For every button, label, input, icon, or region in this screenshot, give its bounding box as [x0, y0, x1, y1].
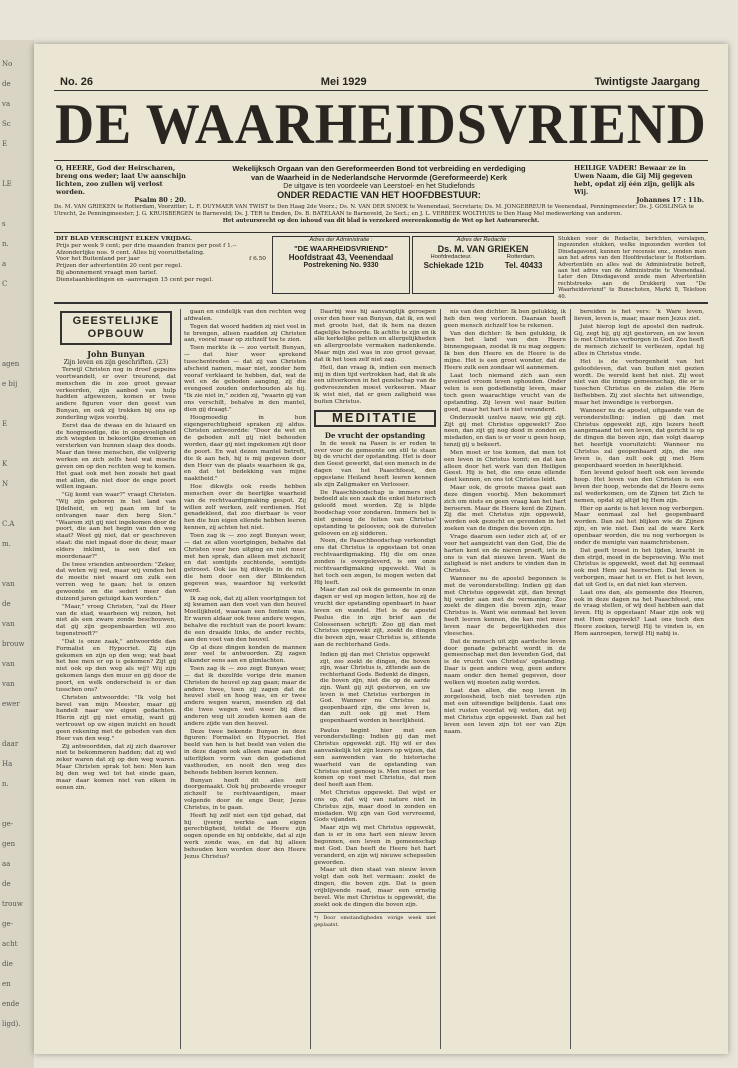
strip-fragment: daar — [2, 740, 19, 748]
subtitle-block — [194, 164, 564, 182]
strip-fragment: m. — [2, 540, 11, 548]
paragraph: Wanneer nu de apostel, uitgaande van de veronderstelling: indien gij dan met Christus opgewekt zijt, zijn lezers heeft aangemaand tot een leven, dat gericht is op de dingen die boven zijn, dan volgt daarop het heerlijk vooruitzicht: Wanneer nu Christus zal geopenbaard zijn, die ons leven is, dan zult ook gij met Hem geopenbaard worden in heerlijkheid. — [574, 407, 704, 469]
paragraph: Maar dan zal ook de gemeente in onze dagen er wel op mogen letten, hoe zij de vrucht der opstanding openbaart in haar leven en wandel. Het is de apostel Paulus die in zijn brief aan de Colossensen schrijft: Zoo gij dan met Christus opgewekt zijt, zoekt de dingen die boven zijn, waar Christus is, zittende aan de rechterhand Gods. — [314, 587, 436, 649]
strip-fragment: ge- — [2, 920, 13, 928]
administration-giro: Postrekening No. 9330 — [303, 261, 379, 269]
column-2-body — [184, 309, 306, 861]
foreign-price: f 6.50 — [249, 256, 266, 263]
strip-fragment: agen — [2, 360, 20, 368]
paragraph: Daarbij was hij aanvanglijk geroepen over den heer van Bunyan, dat ik, en wel met groote lust, dat ik hem na dezen dagelijks behoorde. Ik achtte te zijn en ik alle kerkelijke petten en allergelijkheden en allergrootste vermaken nadenkende. Maar mijn ziel was in zoo groot gevaar, dat ik het toen zelf niet zag. — [314, 309, 436, 363]
sub-line: Prijzen der advertentiën 20 cent per regel. — [56, 263, 183, 270]
issue-line — [60, 76, 700, 88]
board-list: Ds. M. VAN GRIEKEN te Rotterdam, Voorzitter; L. F. DUYMAER VAN TWIST te Den Haag 2de Voorz.; Ds. N. VAN DER SNOEK te Veenendaal, Secretaris; Ds. M. JONGEBREUR te Veenendaal, Penningmeester; Ds. J. GOSLINGA te Utrecht, 2e Penningmeester; J. G. KRUISBERGEN te Barneveld; Ds. J. TER te Emden, Ds. B. BATELAAN te Barneveld, 2e Sect.; en J. L. VERBEEK WOLTHUIS te Den Haag Mel medewerking van anderen. — [54, 204, 694, 217]
foreign-price-line — [56, 256, 266, 263]
paragraph: Dat geeft troost in het lijden, kracht in den strijd, moed in de beproeving. Wie met Christus is opgewekt, weet dat hij eenmaal ook met Hem zal heerschen. Dat leven is verborgen, maar het is er. Het is het leven, dat uit God is, en dat niet kan sterven. — [574, 547, 704, 588]
strip-fragment: s — [2, 220, 6, 228]
paragraph: De Paaschboodschap is immers niet bedoeld als een zaak die enkel historisch geloofd moet worden. Zij is blijde boodschap voor zondaren. Immers het is niet genoeg de feiten van Christus' opstanding te gelooven; ook de duivelen gelooven en zij sidderen. — [314, 489, 436, 537]
paragraph: Ik zag ook, dat zij allen voortgingen tot zij kwamen aan den voet van den heuvel Moeilijkheid, waaraan een fontein was. Er waren aldaar ook twee andere wegen, behalve die rechtuit van de poort kwam: de een draaide links, de ander rechts, aan den voet van den heuvel. — [184, 595, 306, 643]
paragraph: "Dat is onze zaak," antwoordde dan Formalist en Hypocriet. Zij zijn gekomen en zijn op den weg; wat baat het hoe men er op is gekomen? Zijt gij niet ook op den weg als wij? Wij zijn gekomen langs den muur en gij door de poort, en welk onderscheid is er dan tusschen ons? — [56, 638, 176, 693]
column-divider — [440, 309, 441, 1049]
paragraph: Met Christus opgewekt. Dat wijst er ons op, dat wij van nature niet in Christus zijn, maar dood in zonden en misdaden. Wij zijn van God vervreemd, Gods vijanden. — [314, 790, 436, 824]
paragraph: Vrage daarom een ieder zich af, of er voor het aangezicht van den God, Die de harten kent en de nieren proeft, iets in ons is van dat nieuwe leven. Want de zaligheid is niet anders te vinden dan in Christus. — [444, 534, 566, 575]
article-subtitle — [56, 359, 176, 367]
section-heading: GEESTELIJKE OPBOUW — [60, 311, 172, 345]
paragraph: Laat dan allen, die nog leven in zorgeloosheid, toch niet tevreden zijn met een uitwendige belijdenis. Laat ons niet rusten voordat wij weten, dat wij met Christus zijn opgewekt. Dan zal het leven een leven zijn tot eer van Zijn naam. — [444, 687, 566, 735]
article-number: (23) — [155, 359, 169, 366]
paragraph: Juist hierop legt de apostel den nadruk. Gij, zegt hij, gij zijt gestorven, en uw leven is met Christus verborgen in God. Zoo heeft de mensch zichzelf te verliezen, opdat hij alles in Christus vinde. — [574, 323, 704, 358]
quote-right-ref: Johannes 17 : 11b. — [636, 196, 704, 204]
administration-address: Hoofdstraat 43, Veenendaal — [288, 252, 394, 262]
strip-fragment: No — [2, 60, 13, 68]
rule — [54, 160, 708, 161]
paragraph: Hoogmoedig in hun eigengerechtigheid spraken zij aldus. Christen antwoordde: "Door de wet en de geboden zult gij niet behouden worden, daar gij niet ingekomen zijt door de poort. En wat dezen mantel betreft, die ik aan heb, hij is mij gegeven door den Heer van de plaats waarheen ik ga, en dat tot bedekking van mijne naaktheid." — [184, 414, 306, 483]
editor-address: Schiekade 121b — [423, 260, 484, 270]
strip-fragment: trouw — [2, 900, 23, 908]
editor-city: Rotterdam. — [506, 253, 536, 260]
meditatie-heading: MEDITATIE — [314, 410, 436, 427]
sub-line: Voor het Buitenland per jaar — [56, 256, 140, 263]
copyright-note: Het auteursrecht op den inhoud van dit blad is verzekerd overeenkomstig de Wet op het Auteursrecht. — [222, 218, 540, 224]
submission-notice: Stukken voor de Redactie, berichten, verslagen, ingezonden stukken, welke ingezonden worden tot Dinsdagavond, kunnen ter recensie enz., zenden men aan het adres van den Hoofdredacteur te Rotterdam. Advertentiën en alles wat de Administratie betreft, aan het adres van de Administratie te Veenendaal. Later den Dinsdagavond zonde men Advertentiën rechtstreeks aan de Drukkerij van "De Waarheidsvriend" te Bunschoten, Markt 8, Telefoon 40. — [558, 236, 706, 300]
strip-fragment: Ha — [2, 760, 13, 768]
sub-line: Prijs per week 9 cent; per drie maanden franco per post f 1.-- — [56, 242, 237, 249]
strip-fragment: brouw — [2, 640, 25, 648]
sub-line: Afzonderlijke nos. 9 cent. Alles bij vooruitbetaling. — [56, 249, 205, 256]
column-divider — [310, 309, 311, 1049]
subtitle-line-4: ONDER REDACTIE VAN HET HOOFDBESTUUR: — [277, 190, 481, 200]
strip-fragment: van — [2, 680, 15, 688]
subtitle-line-3: De uitgave is ten voordeele van Leerstoel- en het Studiefonds — [283, 183, 475, 190]
paragraph: Onderzoekt uzelve nauw, wie gij zijt. Zijt gij met Christus opgewekt? Zoo neen, dan zijt gij nog dood in zonden en misdaden, en dan is er voor u geen hoop, tenzij gij u bekeert. — [444, 414, 566, 449]
strip-fragment: de — [2, 80, 11, 88]
strip-fragment: E — [2, 420, 8, 428]
paragraph: De twee vrienden antwoorden: "Zeker, dat weten wij wel, maar wij vonden het de moeite niet waard om zulk een verren weg te gaan; het is onzen gewoonte en die sedert meer dan duizend jaren getuigd kan worden." — [56, 561, 176, 602]
strip-fragment: en — [2, 980, 11, 988]
editor-contact — [413, 261, 553, 270]
adjacent-page-strip — [0, 40, 34, 1068]
strip-fragment: C — [2, 280, 8, 288]
meditatie-body — [314, 441, 436, 649]
paragraph: Dat de mensch uit zijn aardsche leven door genade gebracht wordt in de gemeenschap met den levenden God, dat is de vrucht van Christus' opstanding. Daar is geen andere weg, geen andere naam onder den hemel gegeven, door welken wij moeten zalig worden. — [444, 638, 566, 686]
strip-fragment: n. — [2, 780, 9, 788]
quote-left-text: O, HEERE, God der Heirscharen, breng ons weder; laat Uw aanschijn lichten, zoo zullen wij verlost worden. — [56, 164, 186, 196]
issue-date: Mei 1929 — [320, 76, 367, 88]
paragraph: Maar ook, de groote massa gaat aan deze dingen voorbij. Men bekommert zich om niets en geen vraag kan het hart beroeren. Maar de Heere kent de Zijnen. Zij die met Christus zijn opgewekt, worden ook gezocht en gevonden in het zoeken van de dingen die boven zijn. — [444, 485, 566, 533]
strip-fragment: gen — [2, 840, 16, 848]
paragraph: Toen zag ik — zoo zegt Bunyan weer, — dat ik dezelfde vorige drie manen Christen de heuvel op zag gaan; maar de andere twee, toen zij zagen dat de heuvel steil en hoog was, en er twee andere wegen waren, meenden zij dat die twee wegen wel weer bij dien anderen weg uit zouden komen aan de andere zijde van den heuvel. — [184, 666, 306, 727]
paragraph: Hier op aarde is het leven nog verborgen. Maar eenmaal zal het geopenbaard worden. Dan zal het blijken wie de Zijnen zijn, en wie niet. Dan zal de ware Kerk openbaar worden, die nu nog verborgen is onder de menigte van naamchristenen. — [574, 505, 704, 546]
paragraph: Heeft hij zelf niet een tijd gehad, dat hij ijverig werkte aan eigen gerechtigheid, totdat de Heere zijn oogen opende en hij ontdekte, dat al zijn werk zonde was, en dat hij alleen behouden kon worden door den Heere Jezus Christus? — [184, 812, 306, 860]
column-3 — [314, 309, 436, 1049]
administration-name: "DE WAARHEIDSVRIEND" — [294, 243, 388, 253]
paragraph: Deze twee bekende Bunyan in deze figuren: Formalist en Hypocriet. Het beeld van hen is het beeld van velen die in deze dagen ook alleen maar aan den uiterlijken vorm van den godsdienst vasthouden, en nooit den weg des behouds hebben leeren kennen. — [184, 728, 306, 776]
subtitle-line-1: Wekelijksch Orgaan van den Gereformeerden Bond tot verbreiding en verdediging — [232, 164, 526, 173]
paragraph: bereiden is het vers: 'k Ware leven, lieven, leven is, maar, maar men Jezus ziet. — [574, 309, 704, 322]
strip-fragment: de — [2, 880, 11, 888]
sub-line: Dienstaanbiedingen en -aanvragen 15 cent per regel. — [56, 276, 214, 283]
strip-fragment: die — [2, 960, 13, 968]
paragraph: Maar uit dien staat van nieuw leven volgt dan ook het vermaan: zoekt de dingen, die boven zijn. Dat is geen vrijblijvende raad, maar een ernstig bevel. Wie met Christus is opgewekt, die zoekt ook de dingen die boven zijn. — [314, 867, 436, 908]
paragraph: Terwijl Christen nog in droef gepeins voortwandelt, er over treurend, dat menschen die in zoo groot gevaar verkeerden, zijn aanbod van hulp hadden afgewezen, komen er twee andere figuren voor den geest van Bunyan, en ook zij trekken bij ons op zonderling wijze voorbij. — [56, 367, 176, 421]
paragraph: nis van den dichter: Ik ben gelukkig, ik heb den weg verloren. Daaraan heeft geen mensch zichzelf toe te rekenen. — [444, 309, 566, 329]
strip-fragment: van — [2, 580, 15, 588]
paragraph: Van den dichter: Ik ben gelukkig, ik ben het land van den Heere binnengegaan, zoodat ik nu mag zeggen: Ik ben den Heere en de Heere is de mijne. Het is een groot wonder, dat de Heere zulk een zondaar wil aannemen. — [444, 330, 566, 371]
administration-label: Adres der Administratie : — [309, 237, 373, 243]
paragraph: Maar zijn wij met Christus opgewekt, dan is er in ons hart een nieuw leven begonnen, een leven in gemeenschap met God. Dan heeft de Heere het hart veranderd, en zijn wij nieuwe schepselen geworden. — [314, 825, 436, 866]
paragraph: Men moet er toe komen, dat men tot een leven in Christus komt; en dat kan alleen door het werk van den Heiligen Geest. Hij is het, die ons onze ellende doet kennen, en ons tot Christus leidt. — [444, 449, 566, 484]
paragraph: Zij antwoordden, dat zij zich daarover niet te bekommeren hadden; dat zij wel zeker waren dat zij op den weg waren. Maar Christen sprak tot hen: Men kan bij den weg wel tot het einde gaan, maar daar komen niet van elken in eenen zin. — [56, 743, 176, 791]
strip-fragment: C.A — [2, 520, 15, 528]
strip-fragment: ewer — [2, 700, 20, 708]
editor-role: Hoofdredacteur. — [430, 253, 472, 260]
paragraph: "Gij komt van waar?" vraagt Christen. "Wij zijn geboren in het land van IJdelheid, en wij gaan om lof te ontvangen naar den berg Sion." "Waarom zijt gij niet ingekomen door de poort, die aan het begin van den weg staat? Weet gij niet, dat er geschreven staat: die niet ingaat door de deur, maar elders inklimt, is een dief en moordenaar?" — [56, 492, 176, 560]
paragraph: Toen merkte ik — zoo vertelt Bunyan, — dat hier weer sprekend tusschentreden — dat zij van Christen afscheid namen, maar niet, zonder hem vooraf verklaard te hebben, dat, wat de wet en de geboden aanging, zij die evengoed zouden onderhouden als hij. "Ik zie niet in," zeiden zij, "waarin gij van ons verschilt, behalve in den mantel, dien gij draagt." — [184, 345, 306, 413]
issue-number: No. 26 — [60, 76, 94, 88]
strip-fragment: Sc — [2, 120, 11, 128]
paragraph: "Maar," vroeg Christen, "zal de Heer van de stad, waarheen wij reizen, het niet als een zware zonde beschouwen, dat gij zijn geopenbaarden wil zoo tegenstreeft?" — [56, 603, 176, 638]
strip-fragment: n. — [2, 240, 9, 248]
strip-fragment: LE — [2, 180, 12, 188]
quote-left-ref: Psalm 80 : 20. — [134, 196, 186, 204]
column-4-body — [444, 309, 566, 735]
column-3-top — [314, 309, 436, 406]
paragraph: Hoe dikwijls ook reeds hebben menschen over de heerlijke waarheid van de rechtvaardigmaking gespot. Zij willen zelf werken, zelf verdienen. Het genadekleed, dat zoo dierbaar is voor hen die hun eigen ellende hebben leeren kennen, zij achten het niet. — [184, 484, 306, 532]
strip-fragment: a — [2, 260, 7, 268]
strip-fragment: van — [2, 660, 15, 668]
column-divider — [570, 309, 571, 1049]
editor-phone: Tel. 40433 — [504, 260, 543, 270]
strip-fragment: ende — [2, 1000, 20, 1008]
editor-role-line — [413, 254, 553, 261]
sub-line: Bij abonnement vraagt men tarief. — [56, 269, 158, 276]
meditatie-title: De vrucht der opstanding — [324, 430, 426, 440]
meditatie-continuation — [314, 728, 436, 909]
article-title: John Bunyan — [87, 349, 145, 359]
editorial-line — [194, 182, 564, 201]
rule — [54, 232, 708, 233]
column-divider — [180, 309, 181, 1049]
paragraph: Op al deze dingen konden de mannen zeer veel te antwoorden. Zij zagen elkander eens aan en glimlachten. — [184, 644, 306, 665]
subscription-heading: DIT BLAD VERSCHIJNT ELKEN VRIJDAG. — [56, 236, 193, 242]
quote-right — [574, 164, 704, 204]
paragraph: Eerst daa de dwaas en de luiaard en de hoogmoedige, die in ongevoeligheid zich wiegden in bekoorlijke dromen en versterken van hunnen slaap des doods. Maar dan twee menschen, die volijverig werken en zich zelfs heel wat moeite geven om op den rechten weg te komen. Het gaat ook met hen zooals het gaat met allen, die niet door de enge poort willen ingaan. — [56, 422, 176, 491]
article-subtitle-text: Zijn leven en zijn geschriften. — [63, 359, 155, 366]
newspaper-page — [34, 44, 728, 1054]
administration-box — [272, 236, 410, 294]
paragraph: gaan en eindelijk van den rechten weg afdwalen. — [184, 309, 306, 322]
strip-fragment: K — [2, 460, 8, 468]
column-1-body — [56, 367, 176, 791]
strip-fragment: N — [2, 480, 9, 488]
board-members — [54, 204, 708, 225]
paragraph: Toen zag ik — zoo zegt Bunyan weer, — dat ze allen voortgingen, behalve dat Christen voor hen uitging en niet meer met hen sprak, dan alleen met zichzelf, en dat somtijds zuchtende, somtijds getroost. Ook las hij dikwijls in de rol, die hem door een der Blinkenden gegeven was, waardoor hij verkwikt werd. — [184, 533, 306, 594]
strip-fragment: ligd). — [2, 1020, 21, 1028]
strip-fragment: e bij — [2, 380, 18, 388]
column-1 — [56, 309, 176, 1049]
column-4 — [444, 309, 566, 1049]
strip-fragment: acht — [2, 940, 18, 948]
editor-label: Adres der Redactie : — [456, 237, 510, 243]
quote-left — [56, 164, 186, 204]
paragraph: Heil, dan vraag ik, indien een mensch mij in dien tijd vertrokken had, dat ik als een uitverkoren in het gezelschap van de godvreezenden moest verkeeren. Maar ik wist niet, dat er geen zaligheid was buiten Christus. — [314, 364, 436, 405]
subscription-block — [56, 236, 266, 284]
paragraph: Wanneer nu de apostel begonnen is met de veronderstelling: Indien gij dan met Christus opgewekt zijt, dan brengt hij verder aan met de vermaning: Zoo zoekt de dingen die boven zijn, waar Christus is. Want wie eenmaal het leven heeft leeren kennen, die kan niet meer leven naar de begeerlijkheden des vleesches. — [444, 576, 566, 637]
paragraph: Het is de verborgenheid van het geloofsleven, dat van buiten niet gezien wordt. De wereld kent het niet. Zij weet niet van die innige gemeenschap, die er is tusschen Christus en de zielen die Hem liefhebben. Zij ziet slechts het uitwendige, maar het inwendige is verborgen. — [574, 358, 704, 406]
column-5 — [574, 309, 704, 1049]
strip-fragment: va — [2, 100, 11, 108]
strip-fragment: van — [2, 620, 15, 628]
paragraph: Neen, de Paaschboodschap verkondigt ons dat Christus is opgestaan tot onze rechtvaardigmaking. Hij die om onze zonden is overgeleverd, is om onze rechtvaardigmaking opgewekt. Wat is het toch een zegen, te mogen weten dat Hij leeft. — [314, 538, 436, 586]
volume: Twintigste Jaargang — [594, 76, 700, 88]
editor-name: Ds. M. VAN GRIEKEN — [437, 243, 529, 254]
footnote: *) Door omstandigheden vorige week niet geplaatst. — [314, 912, 436, 929]
strip-fragment: ge- — [2, 820, 13, 828]
paragraph: Paulus begint hier met een veronderstelling: Indien gij dan met Christus opgewekt zijt. Hij wil er des aanvankelijk tot zijn lezers op wijzen, dat een aanwenden van de historische waarheid van de opstanding van Christus niet genoeg is. Men moet er toe komen op voet met Christus, dat men deel heeft aan Hem. — [314, 727, 436, 789]
editor-box — [412, 236, 554, 294]
masthead-title: DE WAARHEIDSVRIEND — [55, 92, 707, 156]
paragraph: Christen antwoordde: "Ik volg het bevel van mijn Meester, maar gij handelt naar uw eigen gedachten. Hierin zijt gij niet ernstig, want gij vertrouwt op uw eigen inzicht en houdt geen rekening met de geboden van den Heer van den weg." — [56, 694, 176, 742]
paragraph: Laat toch niemand zich aan een geveinsd vroom leven ophouden. Onder velen is een godsdienstig leven, maar toch geen waarachtige vrucht van de opstanding. Zij leven wel naar buiten goed, maar het hart is niet veranderd. — [444, 372, 566, 413]
paragraph: Een levend geloof heeft ook een levende hoop. Het leven van den Christen is een leven der hoop, wetende dat de Heere eens zal wederkomen, om de Zijnen tot Zich te nemen, opdat zij altijd bij Hem zijn. — [574, 470, 704, 504]
strip-fragment: de — [2, 600, 11, 608]
column-2 — [184, 309, 306, 1049]
column-5-body — [574, 309, 704, 638]
strip-fragment: aa — [2, 860, 11, 868]
quote-right-text: HEILIGE VADER! Bewaar ze in Uwen Naam, die Gij Mij gegeven hebt, opdat zij één zijn, gelijk als Wij. — [574, 164, 695, 196]
paragraph: Tegen dat woord hadden zij niet veel in te brengen, alleen raadden zij Christen aan, vooral maar op zichzelf toe te zien. — [184, 323, 306, 344]
paragraph: Bunyan heeft dit alles zelf doorgemaakt. Ook hij probeerde vroeger zichzelf te rechtvaardigen, maar volgende door de enge Deur, Jezus Christus, in te gaan. — [184, 777, 306, 811]
paragraph: In de week na Pasen is er reden te over voor de gemeente om stil te staan bij de vrucht der opstanding. Het is door den Geest gewerkt, dat een mensch in de dagen van het Paaschfeest, den opgestane Heiland heeft leeren kennen als zijn Zaligmaker en Verlosser. — [314, 440, 436, 488]
rule — [54, 302, 708, 304]
meditatie-quote: Indien gij dan met Christus opgewekt zijt, zoo zoekt de dingen, die boven zijn, waar Christus is, zittende aan de rechterhand Gods. Bedenkt de dingen, die boven zijn, niet die op de aarde zijn. Want gij zijt gestorven, en uw leven is met Christus verborgen in God. Wanneer nu Christus zal geopenbaard zijn, die ons leven is, dan zult ook gij met Hem geopenbaard worden in heerlijkheid. — [320, 651, 430, 724]
paragraph: Laat ons dan, als gemeente des Heeren, ook in deze dagen na het Paaschfeest, ons de vraag stellen, of wij deel hebben aan dat leven. Hij is opgestaan! Maar zijn ook wij met Hem opgewekt? Laat ons toch den Heere zoeken, terwijl Hij te vinden is, en Hem aanroepen, terwijl Hij nabij is. — [574, 589, 704, 637]
subtitle-line-2: van de Waarheid in de Nederlandsche Hervormde (Gereformeerde) Kerk — [250, 173, 508, 182]
strip-fragment: E — [2, 140, 8, 148]
